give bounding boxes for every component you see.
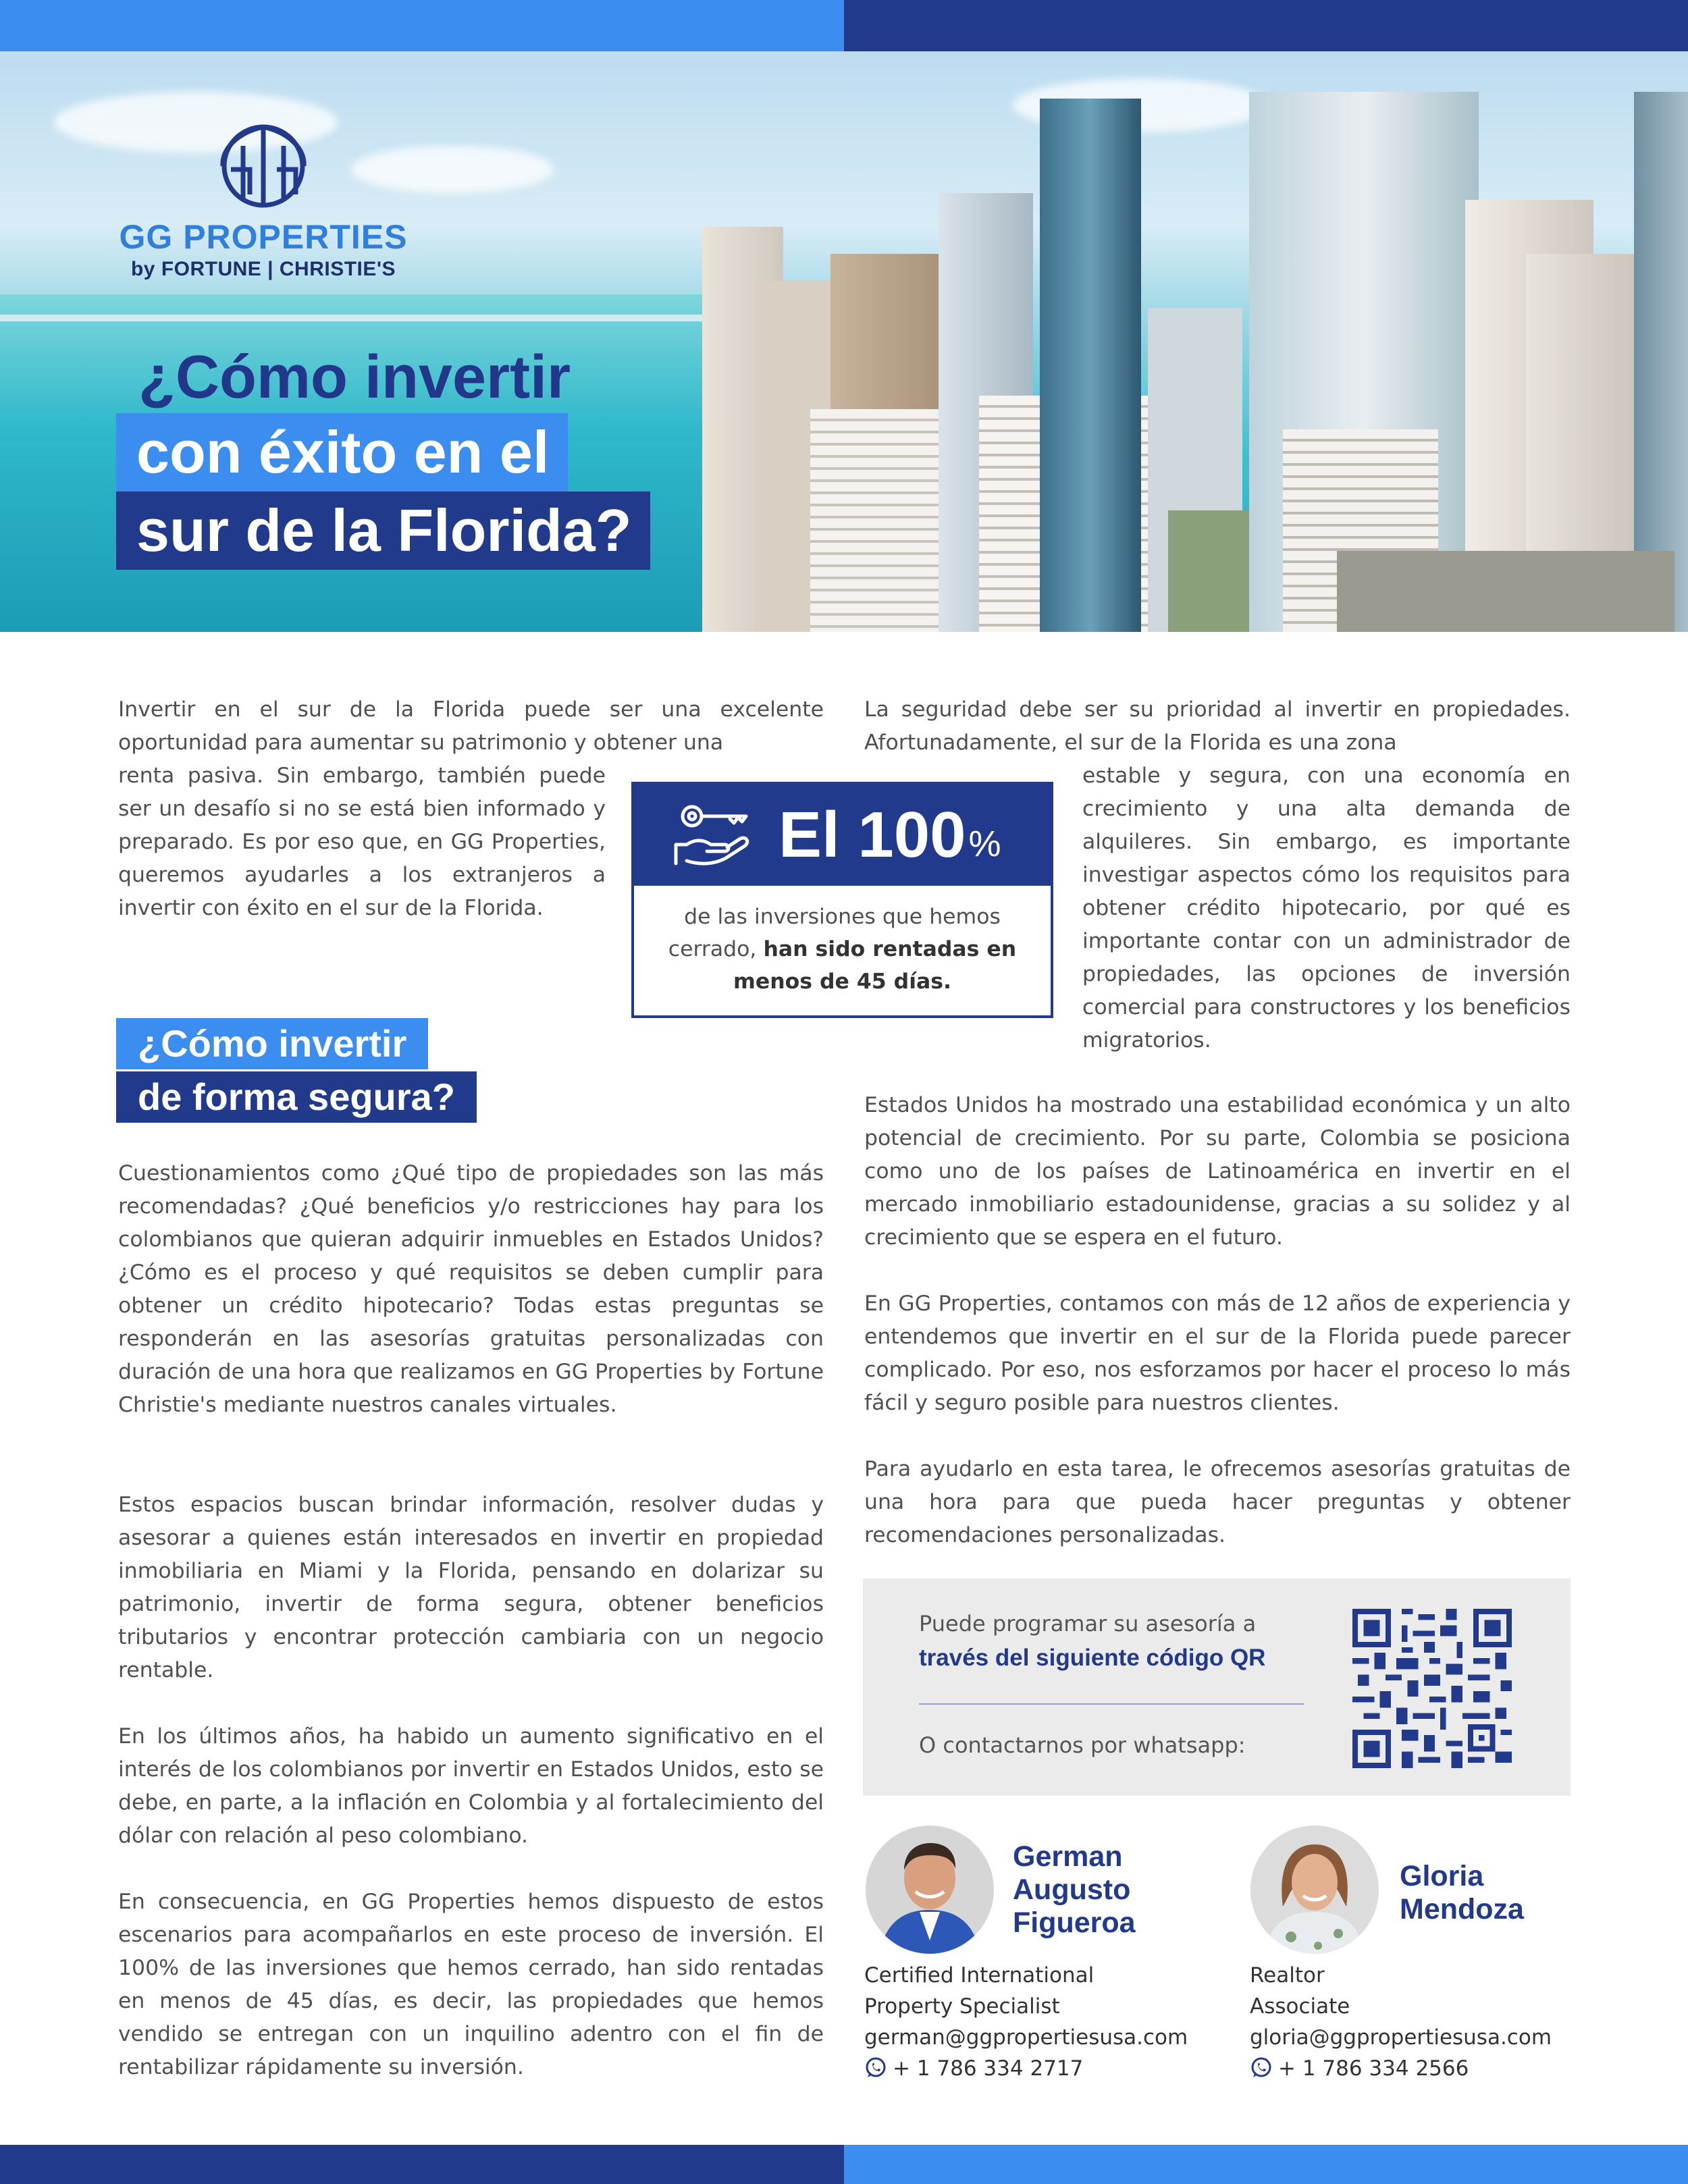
agent-phone: + 1 786 334 2566 xyxy=(1278,2056,1469,2081)
subheading-line-2: de forma segura? xyxy=(116,1071,477,1123)
whatsapp-prompt: O contactarnos por whatsapp: xyxy=(919,1732,1246,1758)
panel-divider xyxy=(919,1703,1304,1705)
bottom-bar-blue xyxy=(844,2145,1688,2184)
right-paragraph-1: Estados Unidos ha mostrado una estabilidad económica y un alto potencial de crecimiento. Por su parte, Colombia se posiciona como uno de los países de Latinoamérica en invertir en el mercado inmobiliario estadounidense, gracias a su solidez y al crecimiento que se espera en el futuro. xyxy=(864,1093,1571,1250)
agent-name-line: German xyxy=(1013,1840,1123,1873)
stat-caption xyxy=(634,886,1051,998)
agent-name-line: Gloria xyxy=(1400,1860,1484,1892)
whatsapp-icon xyxy=(864,2056,887,2079)
agent-title: Realtor xyxy=(1250,1963,1325,1988)
hero-image xyxy=(0,51,1688,632)
title-line-3: sur de la Florida? xyxy=(116,491,650,570)
building xyxy=(1040,99,1141,632)
stat-caption-plain: de las inversiones que hemos cerrado, xyxy=(668,905,1001,961)
left-paragraph-1: Cuestionamientos como ¿Qué tipo de propiedades son las más recomendadas? ¿Qué beneficios y/o restricciones hay para los colombianos que quieran adquirir inmuebles en Estados Unidos? ¿Cómo es el proceso y qué requisitos se deben cumplir para obtener un crédito hipotecario? Todas estas preguntas se responderán en las asesorías gratuitas personalizadas con duración de una hora que realizamos en GG Properties by Fortune Christie's mediante nuestros canales virtuales. xyxy=(118,1161,824,1417)
agent-title: Certified International xyxy=(864,1963,1094,1988)
left-intro-part2: renta pasiva. Sin embargo, también puede ser un desafío si no se está bien informado y preparado. Es por eso que, en GG Properties, queremos ayudarles a los extranjeros a invertir con éxito en el sur de la Florida. xyxy=(118,764,606,920)
stat-percent-sign: % xyxy=(968,824,1001,864)
subheading-line-1: ¿Cómo invertir xyxy=(116,1018,428,1069)
agent-title: Associate xyxy=(1250,1994,1350,2019)
street xyxy=(1337,551,1674,632)
bottom-bar-navy xyxy=(0,2145,844,2184)
qr-code[interactable] xyxy=(1352,1609,1512,1768)
stat-header xyxy=(634,784,1051,886)
agent-phone-row[interactable] xyxy=(864,2053,1188,2084)
agent-email[interactable]: german@ggpropertiesusa.com xyxy=(864,2025,1188,2050)
stat-box xyxy=(631,782,1053,1018)
agent-name-gloria xyxy=(1400,1860,1524,1926)
qr-prompt-bold: través del siguiente código QR xyxy=(919,1645,1266,1671)
brand-name: GG PROPERTIES xyxy=(119,218,408,256)
top-bar-navy xyxy=(844,0,1688,51)
agent-name-line: Mendoza xyxy=(1400,1893,1524,1925)
whatsapp-icon xyxy=(1250,2056,1273,2079)
agent-info-german xyxy=(864,1960,1188,2084)
left-paragraph-3: En los últimos años, ha habido un aumento significativo en el interés de los colombianos por invertir en Estados Unidos, esto se debe, en parte, a la inflación en Colombia y al fortalecimiento del dólar con relación al peso colombiano. xyxy=(118,1724,824,1848)
avatar-gloria xyxy=(1250,1826,1379,1954)
contact-panel xyxy=(863,1578,1571,1796)
stat-caption-bold: han sido rentadas en menos de 45 días. xyxy=(733,937,1017,994)
agent-title: Property Specialist xyxy=(864,1994,1060,2019)
avatar-german xyxy=(866,1826,994,1954)
hand-key-icon xyxy=(672,801,753,869)
left-paragraph-4: En consecuencia, en GG Properties hemos dispuesto de estos escenarios para acompañarlos en este proceso de inversión. El 100% de las inversiones que hemos cerrado, han sido rentadas en menos de 45 días, es decir, las propiedades que hemos vendido se entregan con un inquilino adentro con el fin de rentabilizar rápidamente su inversión. xyxy=(118,1890,824,2079)
agent-name-line: Figueroa xyxy=(1013,1907,1136,1939)
right-paragraph-3: Para ayudarlo en esta tarea, le ofrecemos asesorías gratuitas de una hora para que pueda hacer preguntas y obtener recomendaciones personalizadas. xyxy=(864,1457,1571,1547)
agent-email[interactable]: gloria@ggpropertiesusa.com xyxy=(1250,2025,1552,2050)
right-intro-part1: La seguridad debe ser su prioridad al invertir en propiedades. Afortunadamente, el sur de la Florida es una zona xyxy=(864,697,1571,755)
agent-phone: + 1 786 334 2717 xyxy=(893,2056,1084,2081)
title-line-2: con éxito en el xyxy=(116,413,568,491)
agent-name-german xyxy=(1013,1840,1136,1940)
right-paragraph-2: En GG Properties, contamos con más de 12 años de experiencia y entendemos que invertir en el sur de la Florida puede parecer complicado. Por eso, nos esforzamos por hacer el proceso lo más fácil y seguro posible para nuestros clientes. xyxy=(864,1291,1571,1415)
agent-phone-row[interactable] xyxy=(1250,2053,1552,2084)
left-paragraph-2: Estos espacios buscan brindar información, resolver dudas y asesorar a quienes están interesados en invertir en propiedad inmobiliaria en Miami y la Florida, pensando en dolarizar su patrimonio, invertir de forma segura, obtener beneficios tributarios y encontrar protección cambiaria con un negocio rentable. xyxy=(118,1493,824,1682)
title-line-1: ¿Cómo invertir xyxy=(138,344,571,411)
top-bar-blue xyxy=(0,0,844,51)
agent-info-gloria xyxy=(1250,1960,1552,2084)
agent-name-line: Augusto xyxy=(1013,1873,1131,1906)
causeway xyxy=(0,315,743,321)
stat-number: El 100 xyxy=(779,799,966,871)
brand-subtitle: by FORTUNE | CHRISTIE'S xyxy=(130,258,396,280)
gg-monogram-icon xyxy=(182,119,344,213)
qr-prompt: Puede programar su asesoría a xyxy=(919,1611,1257,1636)
right-intro-part2: estable y segura, con una economía en crecimiento y una alta demanda de alquileres. Sin embargo, es importante investigar aspectos cómo los requisitos para obtener crédito hipotecario, por qué es importante contar con un administrador de propiedades, las opciones de inversión comercial para constructores y los beneficios migratorios. xyxy=(1082,764,1571,1053)
brand-logo xyxy=(115,119,412,281)
left-intro-part1: Invertir en el sur de la Florida puede ser una excelente oportunidad para aumentar su patrimonio y obtener una xyxy=(118,697,824,755)
